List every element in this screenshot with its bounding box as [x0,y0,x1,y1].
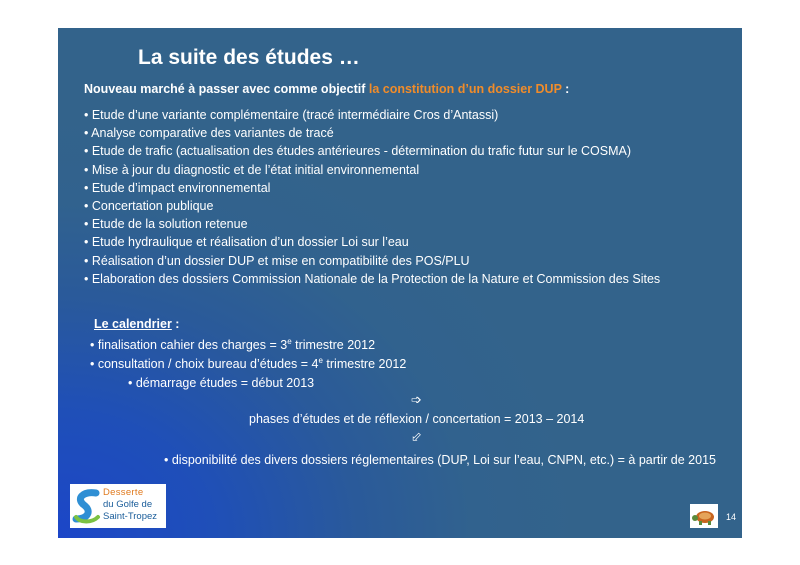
slide [58,28,742,538]
arrow-right-icon: ➩ [411,392,422,407]
list-item: • Mise à jour du diagnostic et de l’état initial environnemental [84,162,420,177]
calendar-availability: • disponibilité des divers dossiers réglementaires (DUP, Loi sur l’eau, CNPN, etc.) = à partir de 2015 [164,453,716,467]
intro-highlight: la constitution d’un dossier DUP [368,82,562,96]
list-item: • Elaboration des dossiers Commission Nationale de la Protection de la Nature et Commission des Sites [84,271,661,286]
list-item: • Concertation publique [84,199,214,214]
calendar-heading-suffix: : [171,317,180,331]
calendar-phases: phases d’études et de réflexion / concertation = 2013 – 2014 [249,412,585,426]
calendar-line-1 [90,338,375,352]
calendar-line-2-sup: e [318,356,323,365]
calendar-line-2 [90,357,406,371]
calendar-line-1-post: trimestre 2012 [291,338,376,352]
calendar-heading [94,317,179,331]
list-item: • Analyse comparative des variantes de tracé [84,126,334,141]
intro-prefix: Nouveau marché à passer avec comme objectif [84,82,369,96]
logo-text-line-3: Saint-Tropez [103,511,158,522]
page-number: 14 [726,512,737,522]
slide-title: La suite des études … [138,46,360,69]
list-item: • Etude d’une variante complémentaire (tracé intermédiaire Cros d’Antassi) [84,108,499,122]
logo [70,484,166,528]
logo-text-line-2: du Golfe de [103,499,153,510]
list-item: • Etude hydraulique et réalisation d’un dossier Loi sur l’eau [84,235,409,250]
logo-text-line-1: Desserte [103,487,144,498]
tortoise-icon [690,504,718,528]
list-item: • Etude d’impact environnemental [84,180,271,195]
calendar-line-2-pre: • consultation / choix bureau d’études = 4 [90,357,319,371]
list-item: • Etude de la solution retenue [84,217,248,232]
calendar-line-2-post: trimestre 2012 [322,357,407,371]
study-list [84,106,660,288]
list-item: • Réalisation d’un dossier DUP et mise en compatibilité des POS/PLU [84,253,470,268]
calendar-heading-label: Le calendrier [94,317,172,331]
calendar-line-1-sup: e [287,337,292,346]
calendar-line-1-pre: • finalisation cahier des charges = 3 [90,338,288,352]
calendar-line-3: • démarrage études = début 2013 [128,376,315,390]
intro-text [84,82,569,96]
list-item: • Etude de trafic (actualisation des études antérieures - détermination du trafic futur sur le COSMA) [84,144,631,159]
logo-mark-icon [72,487,102,525]
intro-suffix: : [561,82,570,96]
arrow-down-right-icon: ⬃ [411,429,422,444]
